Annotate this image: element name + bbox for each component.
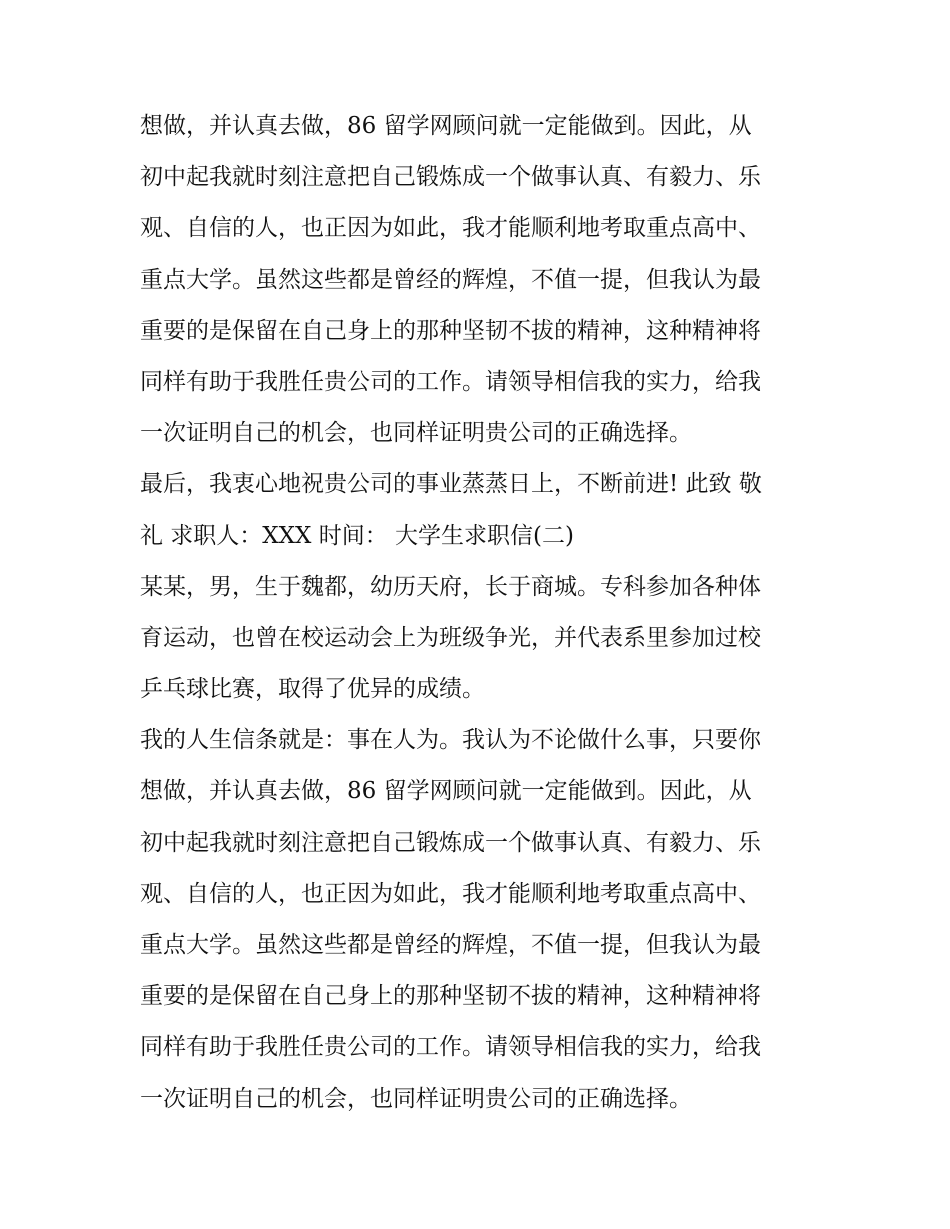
text-line: 想做，并认真去做，86 留学网顾问就一定能做到。因此，从 — [140, 778, 752, 805]
text-line: 乒乓球比赛，取得了优异的成绩。 — [140, 676, 485, 703]
text-line: 我的人生信条就是：事在人为。我认为不论做什么事，只要你 — [140, 727, 761, 754]
text-line: 同样有助于我胜任贵公司的工作。请领导相信我的实力，给我 — [140, 368, 761, 395]
text-line: 重要的是保留在自己身上的那种坚韧不拔的精神，这种精神将 — [140, 317, 761, 344]
text-line: 观、自信的人，也正因为如此，我才能顺利地考取重点高中、 — [140, 880, 761, 907]
text-line: 重要的是保留在自己身上的那种坚韧不拔的精神，这种精神将 — [140, 983, 761, 1010]
text-line: 想做，并认真去做，86 留学网顾问就一定能做到。因此，从 — [140, 113, 752, 139]
text-line: 重点大学。虽然这些都是曾经的辉煌，不值一提，但我认为最 — [140, 932, 761, 958]
text-line: 最后，我衷心地祝贵公司的事业蒸蒸日上，不断前进! 此致 敬 — [140, 471, 762, 498]
text-line: 观、自信的人，也正因为如此，我才能顺利地考取重点高中、 — [140, 215, 761, 242]
text-line: 礼 求职人：XXX 时间： 大学生求职信(二) — [140, 522, 575, 549]
text-line: 重点大学。虽然这些都是曾经的辉煌，不值一提，但我认为最 — [140, 266, 761, 293]
text-line: 一次证明自己的机会，也同样证明贵公司的正确选择。 — [140, 420, 692, 447]
text-line: 育运动，也曾在校运动会上为班级争光，并代表系里参加过校 — [140, 624, 761, 651]
text-line: 同样有助于我胜任贵公司的工作。请领导相信我的实力，给我 — [140, 1034, 761, 1061]
text-line: 初中起我就时刻注意把自己锻炼成一个做事认真、有毅力、乐 — [140, 164, 761, 191]
text-line: 一次证明自己的机会，也同样证明贵公司的正确选择。 — [140, 1085, 692, 1112]
document-body — [140, 101, 820, 1125]
text-line: 初中起我就时刻注意把自己锻炼成一个做事认真、有毅力、乐 — [140, 829, 761, 856]
text-line: 某某，男，生于魏都，幼历天府，长于商城。专科参加各种体 — [140, 573, 761, 600]
